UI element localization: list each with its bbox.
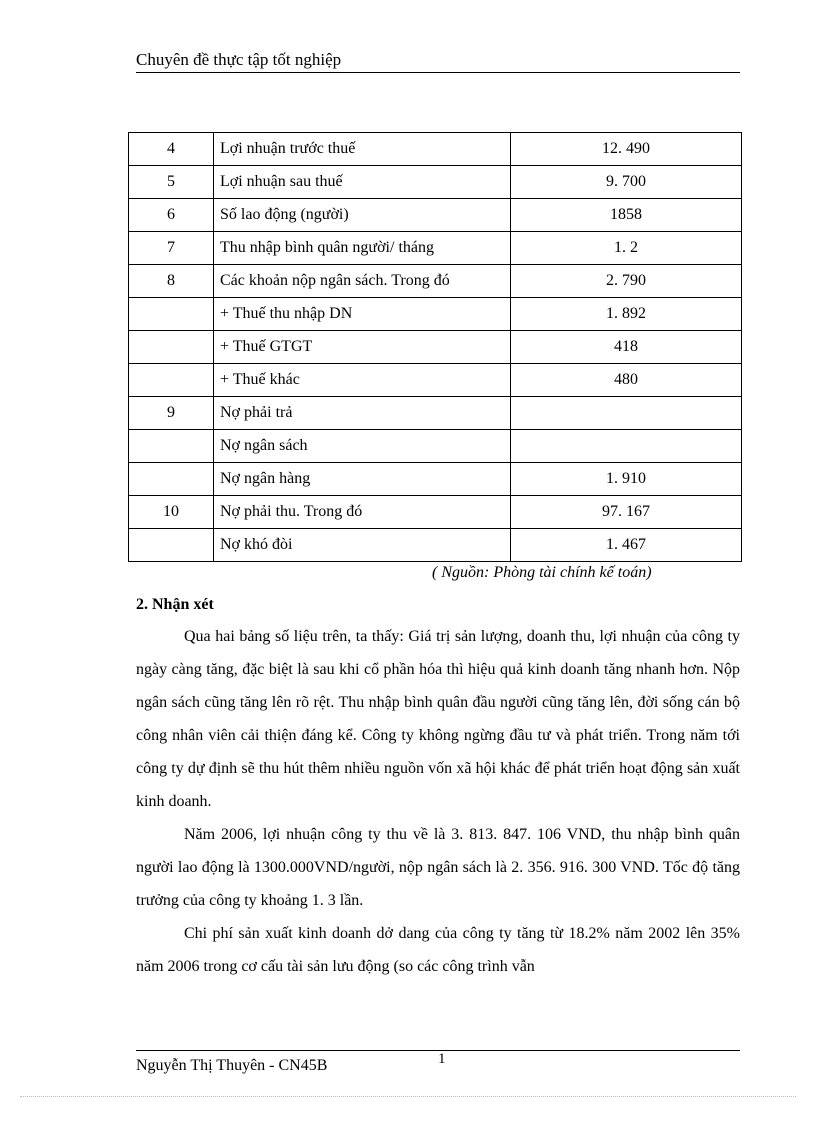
footer-author: Nguyễn Thị Thuyên - CN45B (136, 1057, 328, 1074)
page-footer (136, 1050, 740, 1074)
row-number: 6 (129, 199, 214, 232)
row-value: 9. 700 (511, 166, 742, 199)
row-value (511, 430, 742, 463)
table-row (129, 265, 742, 298)
page-number: 1 (438, 1051, 446, 1067)
data-table (128, 132, 742, 562)
table-row (129, 298, 742, 331)
row-item: Nợ khó đòi (214, 529, 511, 562)
table-row (129, 496, 742, 529)
row-number (129, 364, 214, 397)
row-value: 97. 167 (511, 496, 742, 529)
table-row (129, 166, 742, 199)
row-number (129, 331, 214, 364)
table-body (129, 133, 742, 562)
row-value: 1. 910 (511, 463, 742, 496)
header-title: Chuyên đề thực tập tốt nghiệp (136, 50, 342, 69)
row-value: 12. 490 (511, 133, 742, 166)
row-value: 1. 467 (511, 529, 742, 562)
row-number (129, 430, 214, 463)
row-number: 4 (129, 133, 214, 166)
table-row (129, 133, 742, 166)
table-row (129, 232, 742, 265)
row-number: 7 (129, 232, 214, 265)
table-row (129, 397, 742, 430)
table-row (129, 430, 742, 463)
row-item: + Thuế thu nhập DN (214, 298, 511, 331)
row-value: 1. 892 (511, 298, 742, 331)
source-note: ( Nguồn: Phòng tài chính kế toán) (432, 564, 652, 581)
divider (20, 1096, 796, 1097)
row-item: + Thuế khác (214, 364, 511, 397)
row-item: + Thuế GTGT (214, 331, 511, 364)
row-number (129, 463, 214, 496)
body-text (136, 620, 740, 983)
paragraph: Qua hai bảng số liệu trên, ta thấy: Giá trị sản lượng, doanh thu, lợi nhuận của công ty ngày càng tăng, đặc biệt là sau khi cổ phần hóa thì hiệu quả kinh doanh tăng nhanh hơn. Nộp ngân sách cũng tăng lên rõ rệt. Thu nhập bình quân đầu người cũng tăng lên, đời sống cán bộ công nhân viên cải thiện đáng kể. Công ty không ngừng đầu tư và phát triển. Trong năm tới công ty dự định sẽ thu hút thêm nhiều nguồn vốn xã hội khác để phát triển hoạt động sản xuất kinh doanh. (136, 628, 740, 810)
row-number: 9 (129, 397, 214, 430)
row-number (129, 298, 214, 331)
row-value: 2. 790 (511, 265, 742, 298)
table-row (129, 364, 742, 397)
table-row (129, 331, 742, 364)
row-number: 10 (129, 496, 214, 529)
row-value: 1. 2 (511, 232, 742, 265)
row-value: 418 (511, 331, 742, 364)
row-item: Lợi nhuận sau thuế (214, 166, 511, 199)
row-value: 480 (511, 364, 742, 397)
row-item: Nợ phải trả (214, 397, 511, 430)
row-number (129, 529, 214, 562)
table-row (129, 463, 742, 496)
row-item: Nợ ngân sách (214, 430, 511, 463)
row-item: Lợi nhuận trước thuế (214, 133, 511, 166)
page-header (136, 48, 740, 73)
row-item: Các khoản nộp ngân sách. Trong đó (214, 265, 511, 298)
row-value (511, 397, 742, 430)
row-item: Thu nhập bình quân người/ tháng (214, 232, 511, 265)
row-item: Nợ phải thu. Trong đó (214, 496, 511, 529)
paragraph: Chi phí sản xuất kinh doanh dở dang của công ty tăng từ 18.2% năm 2002 lên 35% năm 2006 trong cơ cấu tài sản lưu động (so các công trình vẫn (136, 925, 740, 975)
row-number: 8 (129, 265, 214, 298)
paragraph: Năm 2006, lợi nhuận công ty thu về là 3. 813. 847. 106 VND, thu nhập bình quân người lao động là 1300.000VND/người, nộp ngân sách là 2. 356. 916. 300 VND. Tốc độ tăng trưởng của công ty khoảng 1. 3 lần. (136, 826, 740, 909)
row-item: Nợ ngân hàng (214, 463, 511, 496)
row-item: Số lao động (người) (214, 199, 511, 232)
table-row (129, 199, 742, 232)
section-title: 2. Nhận xét (136, 596, 214, 613)
table-row (129, 529, 742, 562)
row-number: 5 (129, 166, 214, 199)
row-value: 1858 (511, 199, 742, 232)
